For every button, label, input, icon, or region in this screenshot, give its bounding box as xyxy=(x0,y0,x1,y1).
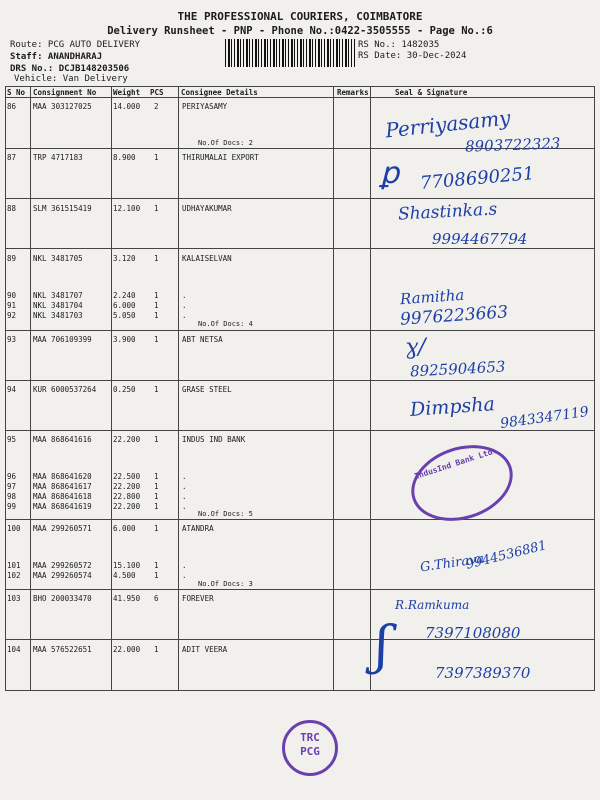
handwritten-phone: 7397108080 xyxy=(425,624,521,642)
row-weight: 22.500 xyxy=(113,472,141,481)
row-weight: 4.500 xyxy=(113,571,136,580)
row-consignment: SLM 361515419 xyxy=(33,204,92,213)
docs-count: No.Of Docs: 2 xyxy=(198,139,253,147)
trc-seal-stamp xyxy=(282,720,338,776)
row-pcs: 1 xyxy=(154,472,159,481)
row-consignee: . xyxy=(182,571,187,580)
col-border xyxy=(111,86,112,690)
row-consignee: . xyxy=(182,291,187,300)
row-consignment: MAA 868641616 xyxy=(33,435,92,444)
row-consignee: ATANDRA xyxy=(182,524,214,533)
staff-label: Staff: ANANDHARAJ xyxy=(10,52,103,62)
route-label: Route: PCG AUTO DELIVERY xyxy=(10,40,141,50)
handwritten-signature: R.Ramkuma xyxy=(395,598,470,612)
row-consignment: MAA 299260572 xyxy=(33,561,92,570)
rs-number: RS No.: 1482035 xyxy=(358,40,440,50)
row-consignment: MAA 706109399 xyxy=(33,335,92,344)
col-border xyxy=(370,86,371,690)
row-consignee: . xyxy=(182,561,187,570)
row-pcs: 1 xyxy=(154,385,159,394)
row-consignment: MAA 868641620 xyxy=(33,472,92,481)
col-border xyxy=(5,86,6,690)
table-header-border xyxy=(5,97,595,98)
row-sno: 88 xyxy=(7,204,17,213)
col-border xyxy=(178,86,179,690)
row-pcs: 1 xyxy=(154,291,159,300)
row-sno: 86 xyxy=(7,102,17,111)
row-pcs: 1 xyxy=(154,482,159,491)
row-sno: 104 xyxy=(7,645,21,654)
row-pcs: 1 xyxy=(154,153,159,162)
col-header-pcs: PCS xyxy=(150,88,164,97)
row-consignment: MAA 868641619 xyxy=(33,502,92,511)
handwritten-signature: Perriyasamy xyxy=(384,105,512,143)
row-sno: 103 xyxy=(7,594,21,603)
row-pcs: 1 xyxy=(154,492,159,501)
row-sno: 101 xyxy=(7,561,21,570)
handwritten-phone: 7708690251 xyxy=(419,163,536,194)
row-pcs: 1 xyxy=(154,524,159,533)
row-consignment: MAA 868641618 xyxy=(33,492,92,501)
row-consignment: KUR 6000537264 xyxy=(33,385,97,394)
docs-count: No.Of Docs: 4 xyxy=(198,320,253,328)
row-weight: 15.100 xyxy=(113,561,141,570)
row-separator xyxy=(5,198,595,199)
col-header-weight: Weight xyxy=(113,88,141,97)
drs-label: DRS No.: DCJB148203506 xyxy=(10,64,130,74)
handwritten-signature: G.Thirava xyxy=(419,551,486,576)
row-consignment: NKL 3481703 xyxy=(33,311,83,320)
row-consignee: THIRUMALAI EXPORT xyxy=(182,153,259,162)
row-consignee: KALAISELVAN xyxy=(182,254,232,263)
row-consignment: MAA 303127025 xyxy=(33,102,92,111)
col-header-consignment: Consignment No xyxy=(33,88,97,97)
row-consignment: TRP 4717183 xyxy=(33,153,83,162)
row-separator xyxy=(5,248,595,249)
row-consignee: ABT NETSA xyxy=(182,335,223,344)
row-pcs: 1 xyxy=(154,311,159,320)
row-weight: 14.000 xyxy=(113,102,141,111)
row-pcs: 1 xyxy=(154,561,159,570)
row-consignee: . xyxy=(182,492,187,501)
row-consignee: PERIYASAMY xyxy=(182,102,228,111)
row-consignment: MAA 299260571 xyxy=(33,524,92,533)
handwritten-phone: 7397389370 xyxy=(435,664,531,682)
row-sno: 98 xyxy=(7,492,17,501)
row-weight: 6.000 xyxy=(113,524,136,533)
row-consignee: ADIT VEERA xyxy=(182,645,228,654)
row-consignee: GRASE STEEL xyxy=(182,385,232,394)
row-pcs: 6 xyxy=(154,594,159,603)
row-sno: 95 xyxy=(7,435,17,444)
col-border xyxy=(30,86,31,690)
row-sno: 89 xyxy=(7,254,17,263)
row-weight: 6.000 xyxy=(113,301,136,310)
row-sno: 92 xyxy=(7,311,17,320)
handwritten-mark: ꝑ xyxy=(380,156,400,191)
row-sno: 87 xyxy=(7,153,17,162)
handwritten-signature: Dimpsha xyxy=(409,393,496,421)
handwritten-flourish: ʃ xyxy=(375,616,390,676)
row-separator xyxy=(5,589,595,590)
row-weight: 8.900 xyxy=(113,153,136,162)
row-pcs: 1 xyxy=(154,645,159,654)
row-weight: 22.200 xyxy=(113,482,141,491)
row-consignment: MAA 576522651 xyxy=(33,645,92,654)
col-border xyxy=(594,86,595,690)
row-separator xyxy=(5,519,595,520)
docs-count: No.Of Docs: 5 xyxy=(198,510,253,518)
row-weight: 5.050 xyxy=(113,311,136,320)
row-weight: 3.900 xyxy=(113,335,136,344)
row-weight: 0.250 xyxy=(113,385,136,394)
row-consignee: . xyxy=(182,301,187,310)
handwritten-mark: ɣ/ xyxy=(405,335,426,360)
row-consignee: . xyxy=(182,472,187,481)
row-consignee: . xyxy=(182,311,187,320)
company-title: THE PROFESSIONAL COURIERS, COIMBATORE xyxy=(177,10,423,23)
row-sno: 102 xyxy=(7,571,21,580)
barcode xyxy=(225,39,355,67)
rs-date: RS Date: 30-Dec-2024 xyxy=(358,51,467,61)
col-header-consignee: Consignee Details xyxy=(181,88,258,97)
handwritten-phone: 9944536881 xyxy=(464,538,549,573)
row-weight: 22.800 xyxy=(113,492,141,501)
col-header-remarks: Remarks xyxy=(337,88,369,97)
row-sno: 97 xyxy=(7,482,17,491)
trc-seal-bottom: PCG xyxy=(300,745,320,758)
col-border xyxy=(333,86,334,690)
handwritten-phone: 9994467794 xyxy=(432,230,528,248)
row-consignment: BHO 200033470 xyxy=(33,594,92,603)
row-pcs: 1 xyxy=(154,254,159,263)
row-sno: 93 xyxy=(7,335,17,344)
handwritten-signature: Ramitha xyxy=(399,285,465,309)
row-pcs: 1 xyxy=(154,204,159,213)
row-weight: 41.950 xyxy=(113,594,141,603)
row-consignment: MAA 868641617 xyxy=(33,482,92,491)
docs-count: No.Of Docs: 3 xyxy=(198,580,253,588)
row-consignee: FOREVER xyxy=(182,594,214,603)
row-sno: 100 xyxy=(7,524,21,533)
row-sno: 99 xyxy=(7,502,17,511)
table-top-border xyxy=(5,86,595,87)
col-header-sno: S No xyxy=(7,88,26,97)
row-consignment: NKL 3481704 xyxy=(33,301,83,310)
row-pcs: 2 xyxy=(154,102,159,111)
handwritten-signature: Shastinka.s xyxy=(397,199,498,225)
row-sno: 94 xyxy=(7,385,17,394)
row-weight: 3.120 xyxy=(113,254,136,263)
handwritten-phone: 9843347119 xyxy=(499,403,590,433)
bank-seal-text: IndusInd Bank Ltd. xyxy=(413,445,499,482)
handwritten-phone: 8925904653 xyxy=(409,357,506,381)
row-pcs: 1 xyxy=(154,335,159,344)
row-sno: 90 xyxy=(7,291,17,300)
trc-seal-top: TRC xyxy=(300,731,320,744)
row-consignment: NKL 3481707 xyxy=(33,291,83,300)
row-weight: 22.200 xyxy=(113,435,141,444)
col-header-signature: Seal & Signature xyxy=(395,88,468,97)
row-consignee: INDUS IND BANK xyxy=(182,435,246,444)
row-consignee: UDHAYAKUMAR xyxy=(182,204,232,213)
row-consignment: NKL 3481705 xyxy=(33,254,83,263)
row-weight: 22.200 xyxy=(113,502,141,511)
table-bottom-border xyxy=(5,690,595,691)
row-consignee: . xyxy=(182,502,187,511)
row-separator xyxy=(5,330,595,331)
row-pcs: 1 xyxy=(154,571,159,580)
row-weight: 2.240 xyxy=(113,291,136,300)
row-sno: 91 xyxy=(7,301,17,310)
runsheet-title: Delivery Runsheet - PNP - Phone No.:0422-3505555 - Page No.:6 xyxy=(107,25,493,37)
row-consignee: . xyxy=(182,482,187,491)
vehicle-label: Vehicle: Van Delivery xyxy=(14,74,128,84)
handwritten-phone: 8903722323 xyxy=(464,134,561,156)
row-pcs: 1 xyxy=(154,502,159,511)
row-sno: 96 xyxy=(7,472,17,481)
row-pcs: 1 xyxy=(154,435,159,444)
handwritten-phone: 9976223663 xyxy=(399,302,509,330)
row-separator xyxy=(5,380,595,381)
row-pcs: 1 xyxy=(154,301,159,310)
row-consignment: MAA 299260574 xyxy=(33,571,92,580)
row-weight: 12.100 xyxy=(113,204,141,213)
row-weight: 22.000 xyxy=(113,645,141,654)
